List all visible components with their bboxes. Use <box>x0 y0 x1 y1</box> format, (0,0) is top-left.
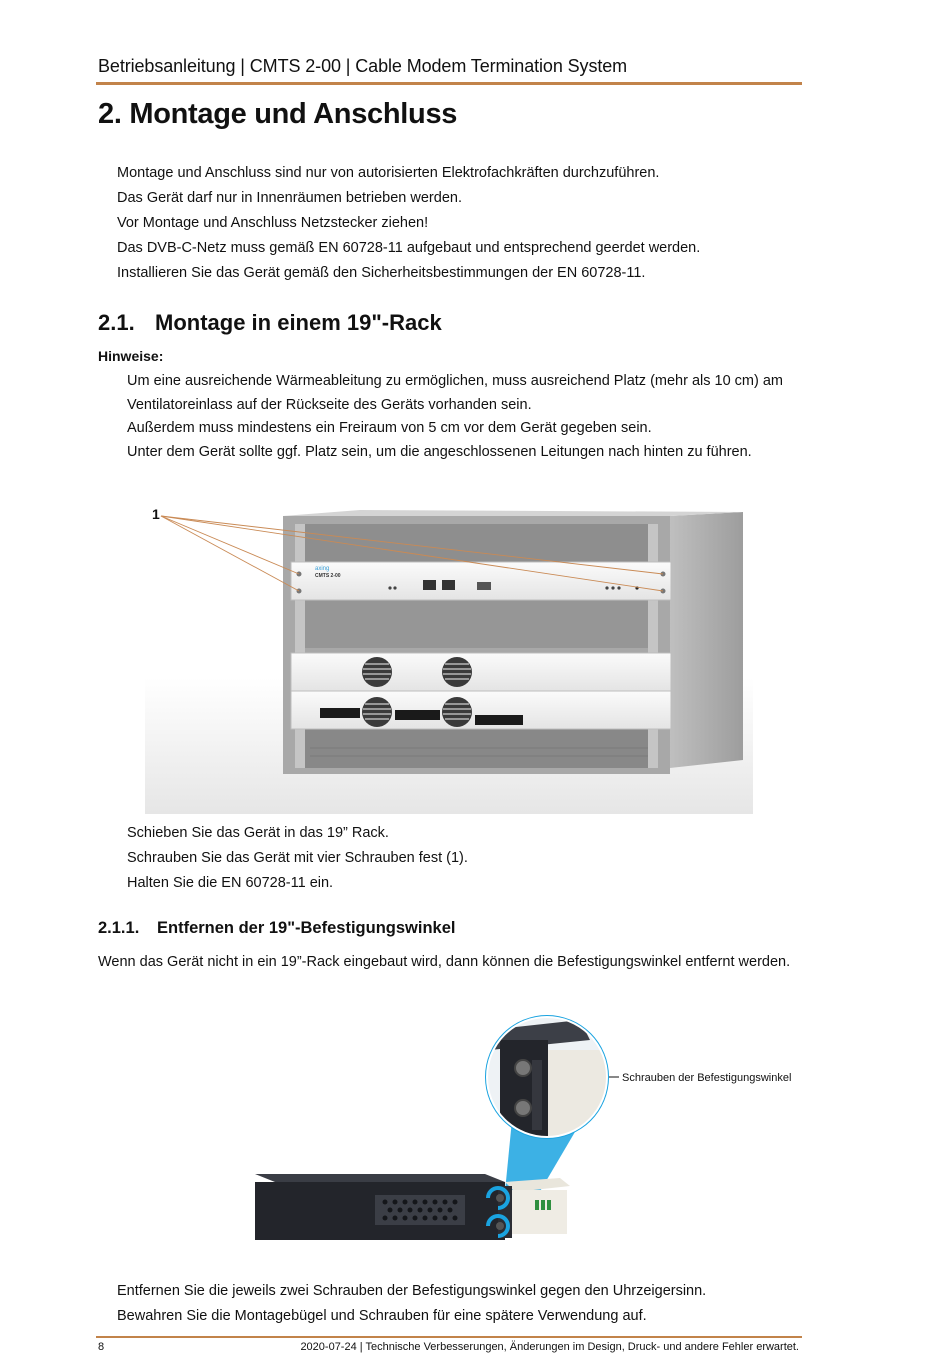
hint-line: Um eine ausreichende Wärmeableitung zu ermöglichen, muss ausreichend Platz (mehr als 10 cm) am <box>127 373 784 389</box>
intro-line: Das DVB-C-Netz muss gemäß EN 60728-11 aufgebaut und entsprechend geerdet werden. <box>117 240 701 256</box>
bracket-screw <box>496 1222 504 1230</box>
screws-callout-label: Schrauben der Befestigungswinkel <box>622 1072 792 1084</box>
hint-label: Hinweise: <box>98 348 164 364</box>
intro-line: Montage und Anschluss sind nur von autorisierten Elektrofachkräften durchzuführen. <box>117 165 660 181</box>
device-body <box>255 1174 570 1240</box>
bracket-steps <box>117 1279 706 1329</box>
hint-line: Unter dem Gerät sollte ggf. Platz sein, um die angeschlossenen Leitungen nach hinten zu führen. <box>127 443 752 460</box>
device-model: CMTS 2-00 <box>315 573 341 579</box>
step-line: Schieben Sie das Gerät in das 19” Rack. <box>127 825 389 841</box>
footer-note: 2020-07-24 | Technische Verbesserungen, Änderungen im Design, Druck- und andere Fehler erwartet. <box>300 1341 799 1353</box>
step-line: Entfernen Sie die jeweils zwei Schrauben der Befestigungswinkel gegen den Uhrzeigersinn. <box>117 1283 707 1299</box>
hint-line: Ventilatoreinlass auf der Rückseite des Geräts vorhanden sein. <box>127 396 532 413</box>
hint-line: Außerdem muss mindestens ein Freiraum von 5 cm vor dem Gerät gegeben sein. <box>127 420 652 436</box>
hints-list <box>127 370 783 464</box>
header-rule <box>96 82 802 85</box>
chassis-unit <box>291 653 671 691</box>
subsection-title: Montage in einem 19"-Rack <box>155 310 442 335</box>
subsection-number: 2.1. <box>98 310 135 335</box>
ethernet-port <box>442 580 455 590</box>
subsubsection-number: 2.1.1. <box>98 919 140 937</box>
chassis-unit <box>291 691 671 729</box>
running-header: Betriebsanleitung | CMTS 2-00 | Cable Modem Termination System <box>98 56 628 76</box>
magnifier-detail <box>480 1010 620 1150</box>
bracket-description: Wenn das Gerät nicht in ein 19”-Rack eingebaut wird, dann können die Befestigungswinkel entfernt werden. <box>98 954 791 970</box>
ethernet-port <box>423 580 436 590</box>
intro-paragraph <box>117 161 700 286</box>
intro-line: Installieren Sie das Gerät gemäß den Sicherheitsbestimmungen der EN 60728-11. <box>117 265 646 281</box>
cmts-device <box>291 562 671 600</box>
rack-mount-figure <box>145 498 753 814</box>
section-title: 2. Montage und Anschluss <box>98 98 458 130</box>
footer-rule <box>96 1336 802 1338</box>
rack-side-panel <box>670 512 743 768</box>
sfp-port <box>477 582 491 590</box>
page-number: 8 <box>98 1341 105 1353</box>
step-line: Bewahren Sie die Montagebügel und Schrauben für eine spätere Verwendung auf. <box>117 1308 647 1324</box>
intro-line: Vor Montage und Anschluss Netzstecker ziehen! <box>117 215 429 231</box>
step-line: Schrauben Sie das Gerät mit vier Schrauben fest (1). <box>127 850 468 866</box>
callout-number: 1 <box>152 506 160 522</box>
subsection-heading <box>98 310 442 336</box>
rack-top <box>283 510 743 516</box>
subsubsection-title: Entfernen der 19"-Befestigungswinkel <box>157 919 456 937</box>
step-line: Halten Sie die EN 60728-11 ein. <box>127 875 334 891</box>
device-brand: axing <box>315 566 330 572</box>
rack-steps <box>127 821 468 896</box>
bracket-removal-figure <box>250 1010 810 1250</box>
subsubsection-heading <box>98 919 455 938</box>
intro-line: Das Gerät darf nur in Innenräumen betrieben werden. <box>117 190 462 206</box>
bracket-screw <box>496 1194 504 1202</box>
